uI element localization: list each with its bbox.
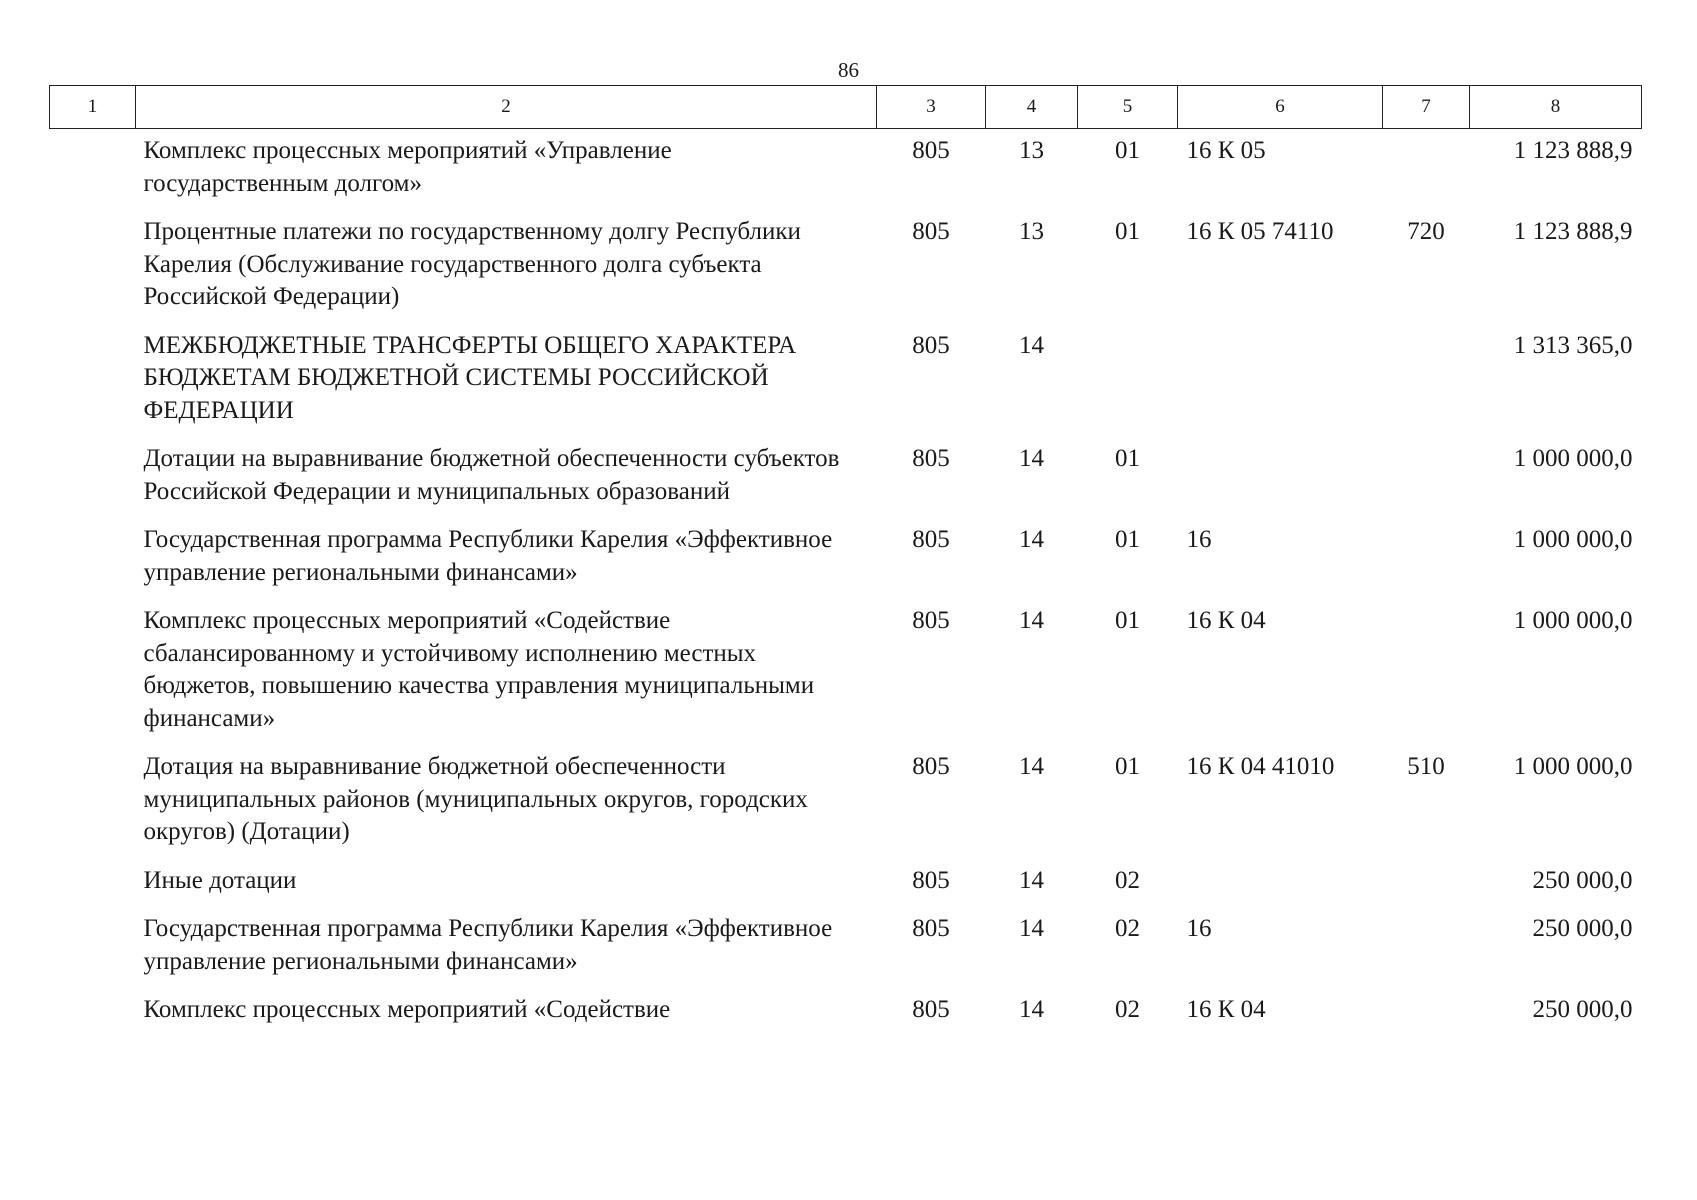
row-code-7: 510 [1407, 753, 1445, 780]
row-code-3: 805 [912, 607, 950, 634]
row-amount: 250 000,0 [1532, 915, 1633, 942]
row-name: Государственная программа Республики Карелия «Эффективное управление региональными финансами» [143, 526, 833, 586]
row-code-5: 01 [1115, 753, 1140, 780]
row-code-3: 805 [912, 218, 950, 245]
row-code-3: 805 [912, 915, 950, 942]
row-spacer [50, 216, 136, 330]
row-code-5: 01 [1115, 607, 1140, 634]
row-code-5: 01 [1115, 137, 1140, 164]
row-code-7 [1383, 524, 1470, 605]
row-code-4: 14 [1019, 915, 1044, 942]
row-code-7 [1383, 443, 1470, 524]
row-code-6: 16 К 04 [1186, 996, 1266, 1023]
row-spacer [50, 913, 136, 994]
row-spacer [50, 443, 136, 524]
row-spacer [50, 330, 136, 444]
row-code-6: 16 К 04 41010 [1186, 753, 1335, 780]
row-code-4: 14 [1019, 607, 1044, 634]
row-name: Комплекс процессных мероприятий «Содействие [143, 996, 671, 1023]
row-code-5: 02 [1115, 996, 1140, 1023]
row-code-5: 01 [1115, 218, 1140, 245]
row-code-6: 16 [1186, 915, 1212, 942]
row-code-4: 13 [1019, 137, 1044, 164]
row-amount: 1 123 888,9 [1513, 137, 1633, 164]
column-header: 3 [877, 86, 986, 129]
row-code-3: 805 [912, 526, 950, 553]
row-name: Комплекс процессных мероприятий «Управление государственным долгом» [143, 137, 672, 197]
table-body [50, 129, 1642, 1043]
row-code-3: 805 [912, 445, 950, 472]
row-spacer [50, 751, 136, 865]
row-spacer [50, 524, 136, 605]
row-code-4: 14 [1019, 996, 1044, 1023]
column-header: 7 [1383, 86, 1470, 129]
row-code-6: 16 К 05 [1186, 137, 1266, 164]
row-code-7 [1383, 129, 1470, 217]
row-code-6 [1178, 443, 1383, 524]
row-amount: 1 000 000,0 [1513, 526, 1633, 553]
row-code-4: 14 [1019, 866, 1044, 894]
row-code-3: 805 [912, 331, 950, 359]
row-code-6 [1178, 330, 1383, 444]
row-spacer [50, 129, 136, 217]
table-row [50, 330, 1642, 444]
row-name: МЕЖБЮДЖЕТНЫЕ ТРАНСФЕРТЫ ОБЩЕГО ХАРАКТЕРА БЮДЖЕТАМ БЮДЖЕТНОЙ СИСТЕМЫ РОССИЙСКОЙ ФЕДЕРАЦИИ [143, 331, 797, 424]
row-code-3: 805 [912, 866, 950, 894]
row-code-7 [1383, 994, 1470, 1043]
row-code-3: 805 [912, 137, 950, 164]
table-row [50, 913, 1642, 994]
row-code-3: 805 [912, 753, 950, 780]
column-header: 4 [986, 86, 1078, 129]
row-amount: 250 000,0 [1532, 866, 1633, 894]
row-code-7 [1383, 330, 1470, 444]
row-code-7 [1383, 865, 1470, 914]
column-header: 2 [136, 86, 877, 129]
row-name: Дотации на выравнивание бюджетной обеспеченности субъектов Российской Федерации и муниципальных образований [143, 445, 840, 505]
table-row [50, 129, 1642, 217]
row-name: Процентные платежи по государственному долгу Республики Карелия (Обслуживание государственного долга субъекта Российской Федерации) [143, 218, 801, 310]
budget-table [49, 85, 1642, 1043]
column-header: 6 [1178, 86, 1383, 129]
table-row [50, 994, 1642, 1043]
table-row [50, 751, 1642, 865]
row-amount: 250 000,0 [1532, 996, 1633, 1023]
column-header: 5 [1078, 86, 1178, 129]
row-code-5: 02 [1115, 866, 1140, 894]
row-code-4: 14 [1019, 753, 1044, 780]
row-code-4: 13 [1019, 218, 1044, 245]
row-spacer [50, 865, 136, 914]
row-code-3: 805 [912, 996, 950, 1023]
row-code-7: 720 [1407, 218, 1445, 245]
header-row [50, 86, 1642, 129]
row-code-4: 14 [1019, 445, 1044, 472]
row-code-7 [1383, 605, 1470, 751]
column-header: 1 [50, 86, 136, 129]
table-row [50, 216, 1642, 330]
row-code-5: 01 [1115, 526, 1140, 553]
row-code-5: 01 [1115, 445, 1140, 472]
row-code-6: 16 К 04 [1186, 607, 1266, 634]
row-amount: 1 000 000,0 [1513, 607, 1633, 634]
row-amount: 1 123 888,9 [1513, 218, 1633, 245]
row-amount: 1 313 365,0 [1513, 331, 1633, 359]
row-code-6 [1178, 865, 1383, 914]
row-amount: 1 000 000,0 [1513, 445, 1633, 472]
row-amount: 1 000 000,0 [1513, 753, 1633, 780]
table-row [50, 865, 1642, 914]
row-code-7 [1383, 913, 1470, 994]
row-code-6: 16 К 05 74110 [1186, 218, 1334, 245]
page-number: 86 [838, 58, 859, 82]
table-row [50, 443, 1642, 524]
row-spacer [50, 994, 136, 1043]
row-name: Дотация на выравнивание бюджетной обеспеченности муниципальных районов (муниципальных округов, городских округов) (Дотации) [143, 753, 808, 845]
table-row [50, 524, 1642, 605]
row-code-4: 14 [1019, 526, 1044, 553]
table-row [50, 605, 1642, 751]
row-name: Комплекс процессных мероприятий «Содействие сбалансированному и устойчивому исполнению местных бюджетов, повышению качества управления муниципальными финансами» [143, 607, 815, 732]
row-code-5: 02 [1115, 915, 1140, 942]
row-name: Государственная программа Республики Карелия «Эффективное управление региональными финансами» [143, 915, 833, 975]
row-code-4: 14 [1019, 331, 1044, 359]
column-header: 8 [1470, 86, 1642, 129]
row-code-5 [1078, 330, 1178, 444]
row-name: Иные дотации [143, 866, 297, 894]
row-code-6: 16 [1186, 526, 1212, 553]
row-spacer [50, 605, 136, 751]
